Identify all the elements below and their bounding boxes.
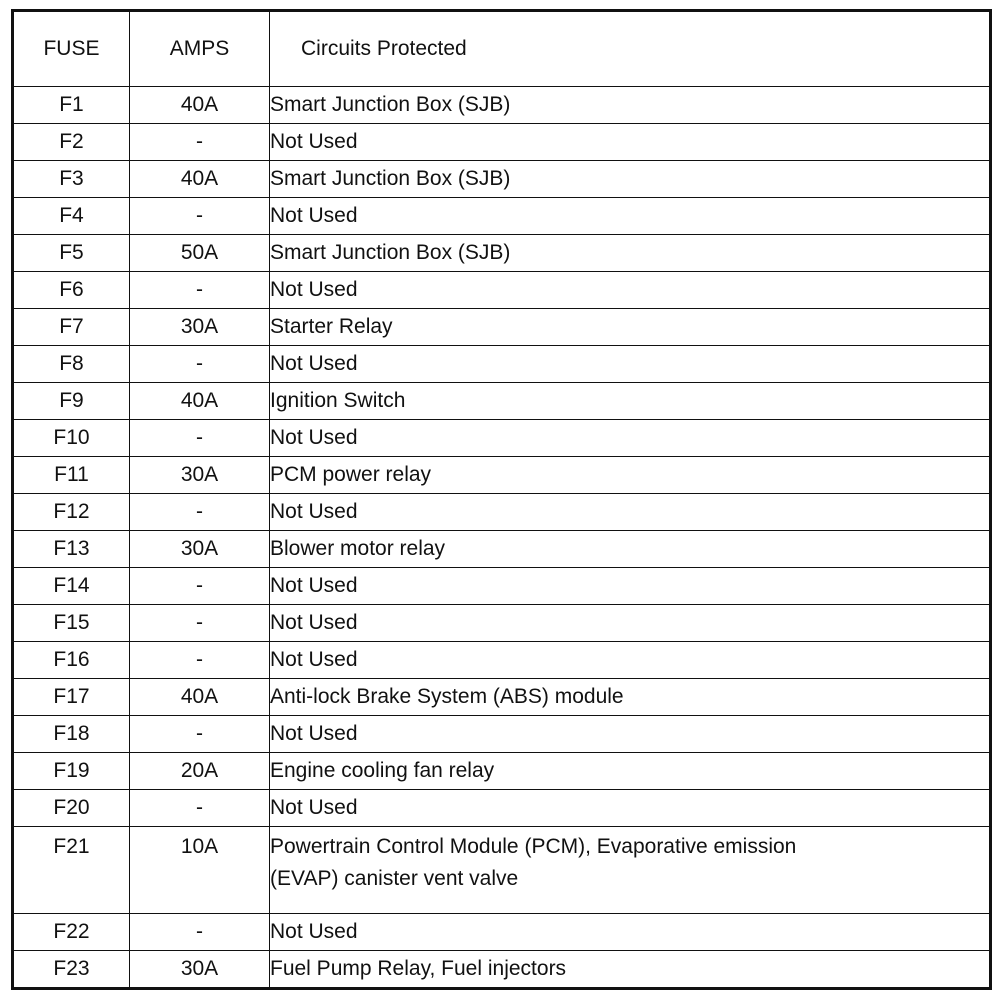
table-row [13, 679, 991, 716]
fuse-cell: F21 [13, 827, 130, 914]
amps-cell: - [130, 716, 270, 753]
table-row [13, 753, 991, 790]
circuit-cell: Starter Relay [270, 309, 991, 346]
fuse-cell: F6 [13, 272, 130, 309]
circuit-cell: Not Used [270, 272, 991, 309]
circuit-cell: Fuel Pump Relay, Fuel injectors [270, 951, 991, 989]
table-row [13, 494, 991, 531]
header-fuse: FUSE [13, 11, 130, 87]
circuit-cell: Not Used [270, 346, 991, 383]
circuit-cell: Not Used [270, 124, 991, 161]
circuit-cell: Anti-lock Brake System (ABS) module [270, 679, 991, 716]
circuit-line: Powertrain Control Module (PCM), Evaporative emission [270, 835, 797, 858]
amps-cell: - [130, 198, 270, 235]
header-row [13, 11, 991, 87]
header-circuits: Circuits Protected [270, 11, 991, 87]
fuse-cell: F2 [13, 124, 130, 161]
table-row [13, 642, 991, 679]
header-amps: AMPS [130, 11, 270, 87]
fuse-cell: F9 [13, 383, 130, 420]
fuse-cell: F19 [13, 753, 130, 790]
table-header [13, 11, 991, 87]
amps-cell: 50A [130, 235, 270, 272]
table-row [13, 198, 991, 235]
circuit-cell: Smart Junction Box (SJB) [270, 235, 991, 272]
table-row [13, 716, 991, 753]
fuse-cell: F12 [13, 494, 130, 531]
circuit-cell: Blower motor relay [270, 531, 991, 568]
amps-cell: - [130, 346, 270, 383]
table-row [13, 531, 991, 568]
amps-cell: 20A [130, 753, 270, 790]
circuit-cell: Not Used [270, 198, 991, 235]
table-row [13, 124, 991, 161]
amps-cell: 30A [130, 951, 270, 989]
circuit-cell: Smart Junction Box (SJB) [270, 161, 991, 198]
table-row [13, 420, 991, 457]
table-row [13, 87, 991, 124]
amps-cell: - [130, 790, 270, 827]
table-row [13, 272, 991, 309]
amps-cell: 30A [130, 457, 270, 494]
fuse-cell: F3 [13, 161, 130, 198]
fuse-cell: F14 [13, 568, 130, 605]
amps-cell: 40A [130, 679, 270, 716]
amps-cell: 40A [130, 87, 270, 124]
fuse-cell: F1 [13, 87, 130, 124]
fuse-cell: F10 [13, 420, 130, 457]
fuse-cell: F23 [13, 951, 130, 989]
amps-cell: - [130, 124, 270, 161]
circuit-cell: Not Used [270, 716, 991, 753]
table-row [13, 161, 991, 198]
amps-cell: 30A [130, 531, 270, 568]
amps-cell: 10A [130, 827, 270, 914]
circuit-cell: Not Used [270, 642, 991, 679]
amps-cell: 40A [130, 161, 270, 198]
table-row [13, 914, 991, 951]
amps-cell: 30A [130, 309, 270, 346]
amps-cell: - [130, 914, 270, 951]
circuit-cell: PCM power relay [270, 457, 991, 494]
fuse-cell: F22 [13, 914, 130, 951]
table-row [13, 457, 991, 494]
fuse-cell: F18 [13, 716, 130, 753]
table-row [13, 605, 991, 642]
table-row [13, 827, 991, 914]
fuse-cell: F15 [13, 605, 130, 642]
circuit-cell: Smart Junction Box (SJB) [270, 87, 991, 124]
fuse-cell: F20 [13, 790, 130, 827]
circuit-cell: Ignition Switch [270, 383, 991, 420]
fuse-cell: F7 [13, 309, 130, 346]
circuit-cell: Not Used [270, 494, 991, 531]
circuit-cell: Engine cooling fan relay [270, 753, 991, 790]
circuit-line: (EVAP) canister vent valve [270, 867, 519, 890]
table-row [13, 951, 991, 989]
amps-cell: - [130, 605, 270, 642]
circuit-cell: Not Used [270, 790, 991, 827]
amps-cell: 40A [130, 383, 270, 420]
fuse-cell: F11 [13, 457, 130, 494]
table-row [13, 383, 991, 420]
amps-cell: - [130, 272, 270, 309]
amps-cell: - [130, 642, 270, 679]
circuit-cell: Not Used [270, 568, 991, 605]
table-row [13, 790, 991, 827]
fuse-cell: F8 [13, 346, 130, 383]
table-body [13, 87, 991, 989]
fuse-cell: F13 [13, 531, 130, 568]
amps-cell: - [130, 420, 270, 457]
circuit-cell [270, 827, 991, 914]
table-row [13, 309, 991, 346]
circuit-cell: Not Used [270, 914, 991, 951]
circuit-cell: Not Used [270, 420, 991, 457]
fuse-cell: F16 [13, 642, 130, 679]
amps-cell: - [130, 568, 270, 605]
amps-cell: - [130, 494, 270, 531]
fuse-table [11, 9, 992, 990]
fuse-cell: F5 [13, 235, 130, 272]
fuse-cell: F4 [13, 198, 130, 235]
table-row [13, 568, 991, 605]
circuit-cell: Not Used [270, 605, 991, 642]
table-row [13, 346, 991, 383]
table-row [13, 235, 991, 272]
fuse-cell: F17 [13, 679, 130, 716]
